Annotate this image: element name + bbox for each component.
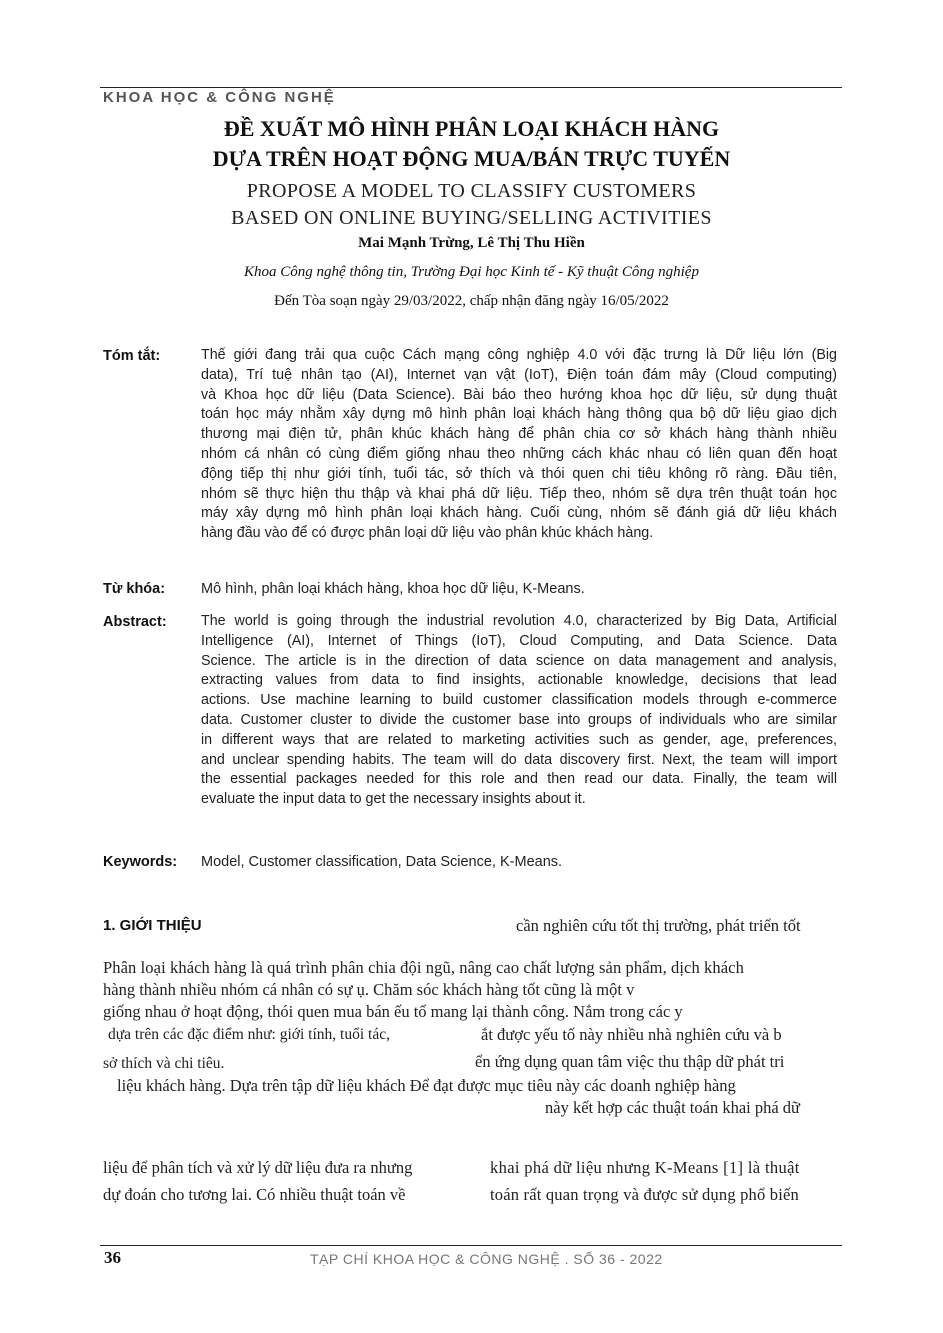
- intro-fragment: dựa trên các đặc điểm như: giới tính, tuổi tác,: [108, 1026, 390, 1043]
- abstract-en-label: Abstract:: [103, 614, 167, 630]
- intro-fragment: ển ứng dụng quan tâm việc thu thập dữ phát tri: [475, 1052, 785, 1071]
- abstract-en-line: Intelligence (AI), Internet of Things (IoT), Cloud Computing, and Data Science. Data: [201, 632, 837, 649]
- intro-fragment: Phân loại khách hàng là quá trình phân chia đội ngũ, nâng cao chất lượng sản phẩm, dịch khách: [103, 958, 744, 977]
- abstract-vi-line: thương mại điện tử, phân khúc khách hàng để phân chia cơ sở khách hàng thành nhiều: [201, 426, 837, 443]
- left-col-line: dự đoán cho tương lai. Có nhiều thuật toán về: [103, 1185, 406, 1204]
- abstract-en-line: The world is going through the industrial revolution 4.0, characterized by Big Data, Artificial: [201, 613, 837, 629]
- abstract-en-line: data. Customer cluster to divide the customer base into groups of individuals who are similar: [201, 711, 837, 728]
- intro-fragment: sở thích và chi tiêu.: [103, 1055, 225, 1072]
- intro-fragment: giống nhau ở hoạt động, thói quen mua bán ếu tố mang lại thành công. Nắm trong các y: [103, 1002, 683, 1021]
- section-tag: KHOA HỌC & CÔNG NGHỆ: [103, 89, 336, 106]
- abstract-en-line: in different ways that are related to marketing activities such as gender, age, preferences,: [201, 731, 837, 748]
- page-number: 36: [104, 1248, 121, 1267]
- abstract-vi-line: động tiếp thị như giới tính, tuổi tác, sở thích và thói quen chi tiêu không rõ ràng. Đầu tiên,: [201, 465, 837, 482]
- abstract-en-line: the essential packages needed for this role and then read our data. Finally, the team will: [201, 771, 837, 788]
- left-col-line: liệu để phân tích và xử lý dữ liệu đưa ra nhưng: [103, 1158, 413, 1177]
- abstract-vi-line: data), Trí tuệ nhân tạo (AI), Internet vạn vật (IoT), Điện toán đám mây (Cloud computing): [201, 366, 837, 383]
- intro-fragment: này kết hợp các thuật toán khai phá dữ: [545, 1098, 801, 1117]
- title-vi-line2: DỰA TRÊN HOẠT ĐỘNG MUA/BÁN TRỰC TUYẾN: [212, 146, 731, 171]
- right-col-line: khai phá dữ liệu nhưng K-Means [1] là thuật: [490, 1158, 800, 1177]
- intro-heading: 1. GIỚI THIỆU: [103, 917, 202, 934]
- keywords-en-text: Model, Customer classification, Data Science, K-Means.: [201, 854, 563, 870]
- abstract-en-line: and unclear spending habits. The team will do data discovery first. Next, the team will import: [201, 751, 837, 768]
- abstract-vi-label: Tóm tắt:: [103, 348, 161, 364]
- right-col-line: toán rất quan trọng và được sử dụng phổ biến: [490, 1185, 799, 1204]
- abstract-vi-line: và Khoa học dữ liệu (Data Science). Bài báo theo hướng khoa học dữ liệu, sử dụng thuật: [201, 386, 837, 403]
- header-rule: [100, 87, 842, 88]
- keywords-vi-label: Từ khóa:: [103, 581, 166, 597]
- keywords-en-label: Keywords:: [103, 854, 178, 870]
- authors: Mai Mạnh Trừng, Lê Thị Thu Hiền: [358, 235, 585, 251]
- abstract-vi-line: nhóm sẽ thực hiện thu thập và khai phá dữ liệu. Tiếp theo, nhóm sẽ dựa trên thuật toán học: [201, 485, 837, 502]
- affiliation: Khoa Công nghệ thông tin, Trường Đại học Kinh tế - Kỹ thuật Công nghiệp: [244, 264, 699, 280]
- abstract-vi-line: toán học máy nhằm xây dựng mô hình phân loại khách hàng thông qua bộ dữ liệu giao dịch: [201, 406, 837, 423]
- received-dates: Đến Tòa soạn ngày 29/03/2022, chấp nhận đăng ngày 16/05/2022: [274, 293, 669, 309]
- abstract-en-line: extracting values from data to find insights, actionable knowledge, decisions that lead: [201, 672, 837, 689]
- intro-right-top: cần nghiên cứu tốt thị trường, phát triển tốt: [516, 916, 801, 935]
- abstract-vi-line: máy xây dựng mô hình phân loại khách hàng. Cuối cùng, nhóm sẽ đánh giá dữ liệu khách: [201, 505, 837, 522]
- abstract-en-line: evaluate the input data to get the necessary insights about it.: [201, 791, 586, 808]
- title-en-line2: BASED ON ONLINE BUYING/SELLING ACTIVITIES: [231, 207, 712, 229]
- title-vi-line1: ĐỀ XUẤT MÔ HÌNH PHÂN LOẠI KHÁCH HÀNG: [223, 116, 720, 141]
- abstract-vi-line: Thế giới đang trải qua cuộc Cách mạng công nghiệp 4.0 với đặc trưng là Dữ liệu lớn (Big: [201, 347, 837, 363]
- abstract-vi-line: hàng đầu vào để có được phân loại dữ liệu vào phân khúc khách hàng.: [201, 525, 654, 542]
- abstract-vi-line: nhóm cá nhân có cùng điểm giống nhau theo những cách khác nhau có liên quan đến hoạt: [201, 445, 837, 462]
- abstract-en-body: [201, 612, 837, 810]
- footer-rule: [100, 1245, 842, 1246]
- intro-fragment: hàng thành nhiều nhóm cá nhân có sự ụ. Chăm sóc khách hàng tốt cũng là một v: [103, 980, 635, 999]
- abstract-vi-body: [201, 346, 837, 544]
- abstract-en-line: Science. The article is in the direction of data science on data management and analysis,: [201, 652, 837, 669]
- abstract-en-line: actions. Use machine learning to build customer classification models through e-commerce: [201, 692, 837, 709]
- keywords-vi-text: Mô hình, phân loại khách hàng, khoa học dữ liệu, K-Means.: [201, 581, 585, 597]
- title-en-line1: PROPOSE A MODEL TO CLASSIFY CUSTOMERS: [246, 180, 697, 202]
- intro-fragment: liệu khách hàng. Dựa trên tập dữ liệu khách Để đạt được mục tiêu này các doanh nghiệp hàng: [117, 1076, 736, 1095]
- intro-fragment: ắt được yếu tố này nhiều nhà nghiên cứu và b: [481, 1025, 782, 1044]
- journal-footer: TẠP CHÍ KHOA HỌC & CÔNG NGHỆ . SỐ 36 - 2022: [310, 1251, 663, 1267]
